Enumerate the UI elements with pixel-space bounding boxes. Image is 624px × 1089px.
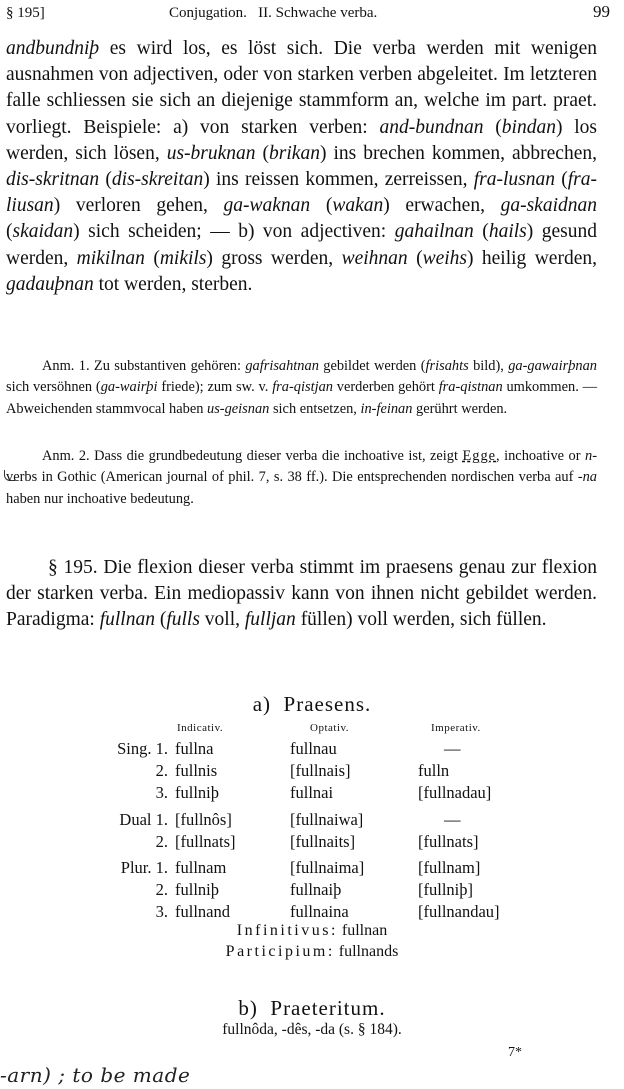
praeteritum-title: b) Praeteritum. [238,996,386,1020]
indicativ-form: [fullnôs] [175,810,232,829]
running-title: Conjugation. II. Schwache verba. [169,5,378,21]
section-reference: § 195] [6,5,45,21]
paradigm-row [0,739,624,761]
text-run: verderben gehört [332,379,439,396]
gothic-term: fra-liusan [6,169,598,217]
paradigm-row [0,810,624,832]
paragraph-derivation [6,36,597,298]
gothic-term: mikilnan [76,247,145,269]
paradigm-row [0,761,624,783]
text-run: gebildet werden ( [318,358,426,374]
optativ-form: fullnaiþ [290,880,342,899]
text-run: sich entsetzen, [269,400,361,417]
text-run: sich versöhnen ( [6,379,101,396]
indicativ-form: fullnis [175,761,218,780]
text-run: haben nur inchoative bedeutung. [6,490,194,507]
gothic-term: gadauþnan [6,273,94,295]
paragraph-195 [6,555,597,634]
gothic-term: -na [577,469,597,486]
text-run: ( [144,247,160,269]
row-label: 2. [155,761,168,780]
text-run: ) heilig werden, [467,247,597,269]
text-run: , inchoative or [496,448,585,464]
optativ-form: [fullnaima] [290,858,365,877]
indicativ-form: fullnam [175,858,227,877]
text-run: ) ins reissen kommen, zerreissen, [203,169,474,191]
row-label: 2. [155,832,168,851]
text-run: -verbs in Gothic (American journal of phil. 7, s. 38 ff.). Die entsprechenden nordischen verba auf [6,448,597,486]
gothic-term: andbundniþ [6,38,100,59]
infinitivus-label: Infinitivus: [236,922,338,939]
text-run: ) gross werden, [206,247,342,269]
indicativ-form: fullniþ [175,880,219,899]
note-anm-1-text [6,358,597,417]
gothic-term: wakan [332,195,384,217]
note-anm-1 [6,356,597,420]
paradigm-row [0,858,624,880]
text-run: ) los werden, sich lösen, [6,116,597,164]
row-label: Dual 1. [119,810,168,829]
imperativ-form: — [444,810,461,829]
praeteritum-forms: fullnôda, -dês, -da (s. § 184). [222,1021,402,1038]
handwritten-note: -arn) ; to be made [0,1063,191,1087]
note-anm-2 [6,446,597,510]
optativ-form: [fullnais] [290,761,351,780]
imperativ-form: [fullnandau] [418,902,500,921]
optativ-form: fullnau [290,739,337,758]
text-run: voll, [199,609,245,631]
text-run: § 195. Die flexion dieser verba stimmt im praesens genau zur flexion der starken verba. Ein mediopassiv kann von ihnen nicht gebildet werden. Paradigma: [6,557,597,631]
text-run: bild), [468,358,509,374]
gothic-term: weihnan [341,247,408,269]
paragraph-195-text [6,557,597,630]
text-run: ( [255,142,270,164]
imperativ-form: [fullnadau] [418,783,492,802]
gothic-term: dis-skritnan [6,169,100,191]
gothic-term: ga-wairþi [100,379,158,396]
text-run: Egge [462,448,497,464]
gothic-term: weihs [422,247,467,269]
text-run: ( [310,195,333,217]
row-label: Sing. 1. [117,739,168,758]
text-run: füllen) voll werden, sich füllen. [295,609,547,631]
text-run: Anm. 2. Dass die grundbedeutung dieser verba die inchoative ist, zeigt [42,448,463,464]
gothic-term: mikils [159,247,207,269]
indicativ-form: fullniþ [175,783,219,802]
text-run: umkommen. — Abweichenden stammvocal haben [6,379,598,417]
text-run: ( [154,609,167,631]
imperativ-form: fulln [418,761,450,780]
gothic-term: ga-gawairþnan [508,358,597,374]
gothic-term: us-bruknan [166,142,256,164]
imperativ-form: — [444,739,461,758]
column-header-imperativ: Imperativ. [431,722,481,734]
page-number: 99 [593,2,610,21]
row-label: 3. [155,783,168,802]
gothic-term: skaidan [12,221,74,243]
gothic-term: n [585,448,593,464]
gothic-term: dis-skreitan [111,169,204,191]
text-run: ) erwachen, [383,195,501,217]
text-run: friede); zum sw. v. [157,379,273,396]
row-label: 2. [155,880,168,899]
paradigm-row [0,832,624,854]
participium-line [0,943,624,961]
gothic-term: gafrisahtnan [245,358,319,374]
text-run: ( [473,221,489,243]
text-run: ) verloren gehen, [53,195,224,217]
gothic-term: fra-qistjan [272,379,333,396]
paradigm-row [0,880,624,902]
gothic-term: us-geisnan [207,400,270,417]
gothic-term: fullnan [99,609,155,631]
participium-value: fullnands [338,943,399,960]
infinitivus-line [0,922,624,940]
gothic-term: brikan [269,142,320,164]
optativ-form: fullnaina [290,902,349,921]
text-run: ( [6,221,13,243]
gothic-term: bindan [501,116,556,138]
text-run: es wird los, es löst sich. Die verba werden mit wenigen ausnahmen von adjectiven, oder von starken verben abgeleitet. Im letzteren falle schliessen sie sich an diejenige stammform an, welche im part. praet. vorliegt. Beispiele: a) von starken verben: [6,38,597,138]
praesens-title: a) Praesens. [252,692,372,716]
gothic-term: hails [488,221,527,243]
text-run: ) gesund werden, [6,221,597,269]
row-label: Plur. 1. [120,858,168,877]
text-run: ( [555,169,568,191]
text-run: ( [483,116,502,138]
gothic-term: gahailnan [394,221,474,243]
infinitivus-value: fullnan [341,922,388,939]
gothic-term: fra-qistnan [438,379,503,396]
text-run: ) sich scheiden; — b) von adjectiven: [73,221,395,243]
gothic-term: ga-skaidnan [500,195,597,217]
indicativ-form: fullnand [175,902,230,921]
text-run: ) ins brechen kommen, abbrechen, [319,142,597,164]
note-anm-2-text [6,448,597,507]
indicativ-form: fullna [175,739,214,758]
gothic-term: fulls [166,609,200,631]
gothic-term: fra-lusnan [473,169,556,191]
text-run: Anm. 1. Zu substantiven gehören: [42,358,246,374]
gothic-term: ga-waknan [223,195,311,217]
text-run: ( [99,169,112,191]
gothic-term: and-bundnan [379,116,484,138]
gothic-term: frisahts [425,358,469,374]
gothic-term: in-feinan [360,400,413,417]
text-run: gerührt werden. [412,400,508,417]
imperativ-form: [fullnats] [418,832,479,851]
row-label: 3. [155,902,168,921]
running-header [6,2,610,24]
gothic-term: fulljan [244,609,296,631]
column-header-indicativ: Indicativ. [177,722,224,734]
optativ-form: fullnai [290,783,334,802]
optativ-form: [fullnaits] [290,832,356,851]
text-run: ( [407,247,423,269]
indicativ-form: [fullnats] [175,832,236,851]
optativ-form: [fullnaiwa] [290,810,364,829]
paradigm-row [0,902,624,924]
paradigm-row [0,783,624,805]
signature-mark: 7* [508,1045,522,1060]
participium-label: Participium: [225,943,335,960]
imperativ-form: [fullniþ] [418,880,473,899]
text-run: tot werden, sterben. [93,273,253,295]
column-header-optativ: Optativ. [310,722,350,734]
imperativ-form: [fullnam] [418,858,481,877]
